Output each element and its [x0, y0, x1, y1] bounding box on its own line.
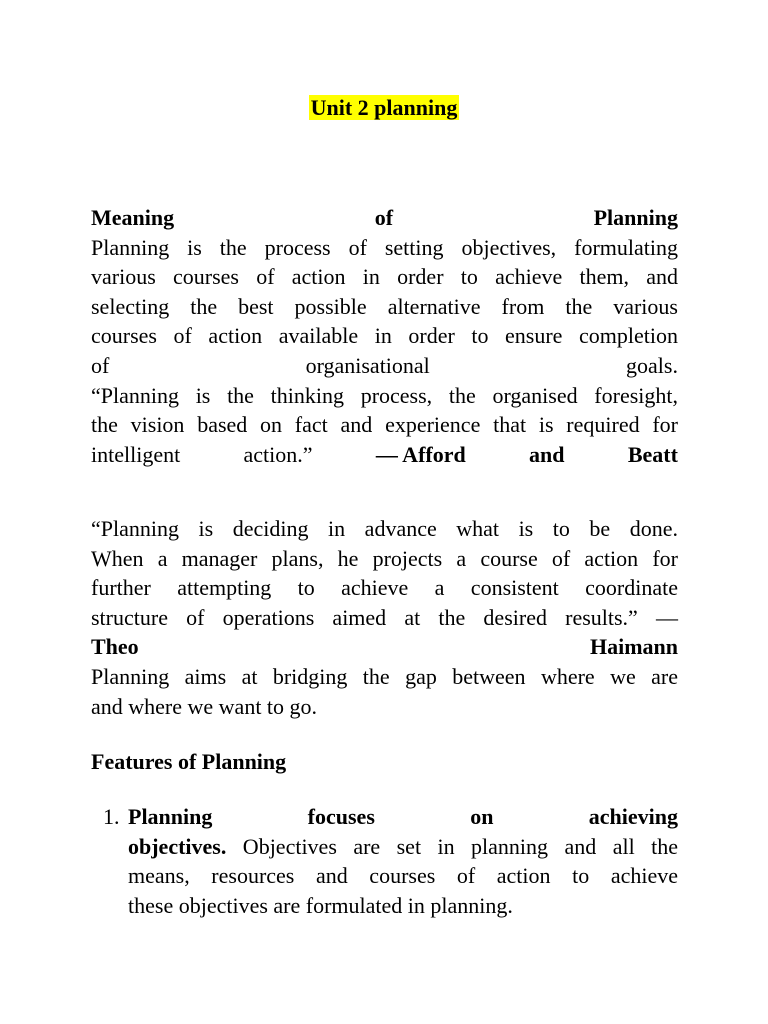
definition-line: courses of action available in order to ensure completion	[91, 323, 678, 349]
quote2-line: When a manager plans, he projects a course of action for	[91, 545, 678, 571]
quote2-author-word: Haimann	[589, 634, 678, 660]
quote1-end-word: action.”	[243, 441, 313, 467]
definition-end-word: goals.	[626, 352, 678, 378]
bridge-line: and where we want to go.	[91, 693, 318, 719]
quote1-author-word: Beatt	[627, 441, 678, 467]
definition-line: Planning is the process of setting objectives, formulating	[91, 234, 678, 260]
definition-end-line	[91, 351, 678, 381]
quote1-line: the vision based on fact and experience that is required for	[91, 412, 678, 438]
list-item-title-word: focuses	[307, 804, 375, 829]
list-item-title-word: achieving	[588, 804, 678, 829]
definition-line: various courses of action in order to achieve them, and	[91, 264, 678, 290]
quote2-line: further attempting to achieve a consistent coordinate	[91, 575, 678, 601]
list-item-body	[128, 802, 678, 920]
list-item-title-word: Planning	[128, 804, 213, 829]
quote1-end-line	[91, 440, 678, 470]
list-item-number: 1.	[103, 804, 120, 829]
meaning-heading-word: Planning	[593, 205, 678, 230]
document-title: Unit 2 planning	[310, 95, 458, 120]
list-item-body-line: these objectives are formulated in planning.	[128, 892, 513, 918]
quote1-author-word: and	[529, 441, 565, 467]
quote2-author-word: Theo	[91, 634, 139, 660]
quote1-end-word: intelligent	[91, 441, 181, 467]
meaning-section	[91, 203, 678, 469]
quote1-author-word: — Afford	[375, 441, 466, 467]
definition-line: selecting the best possible alternative from the various	[91, 293, 678, 319]
definition-end-word: of	[91, 352, 110, 378]
meaning-heading	[91, 203, 678, 233]
list-item-title-end: objectives.	[128, 833, 227, 859]
title-wrap	[0, 93, 768, 123]
quote2-section	[91, 514, 678, 721]
quote2-line: “Planning is deciding in advance what is to be done.	[91, 516, 678, 541]
quote2-author-line	[91, 632, 678, 662]
list-item-body-line: means, resources and courses of action to achieve	[128, 863, 678, 889]
quote1-line: “Planning is the thinking process, the organised foresight,	[91, 382, 678, 408]
quote2-line: structure of operations aimed at the desired results.” —	[91, 604, 678, 630]
meaning-heading-word: Meaning	[91, 205, 175, 230]
definition-end-word: organisational	[305, 352, 430, 378]
meaning-heading-word: of	[374, 205, 394, 230]
list-item-title-word: on	[470, 804, 494, 829]
list-item-title-line	[128, 802, 678, 832]
bridge-line: Planning aims at bridging the gap between where we are	[91, 663, 678, 689]
features-heading: Features of Planning	[91, 749, 287, 774]
list-item-mixed-line	[128, 832, 678, 862]
list-item-body-first: Objectives are set in planning and all the	[226, 833, 678, 859]
